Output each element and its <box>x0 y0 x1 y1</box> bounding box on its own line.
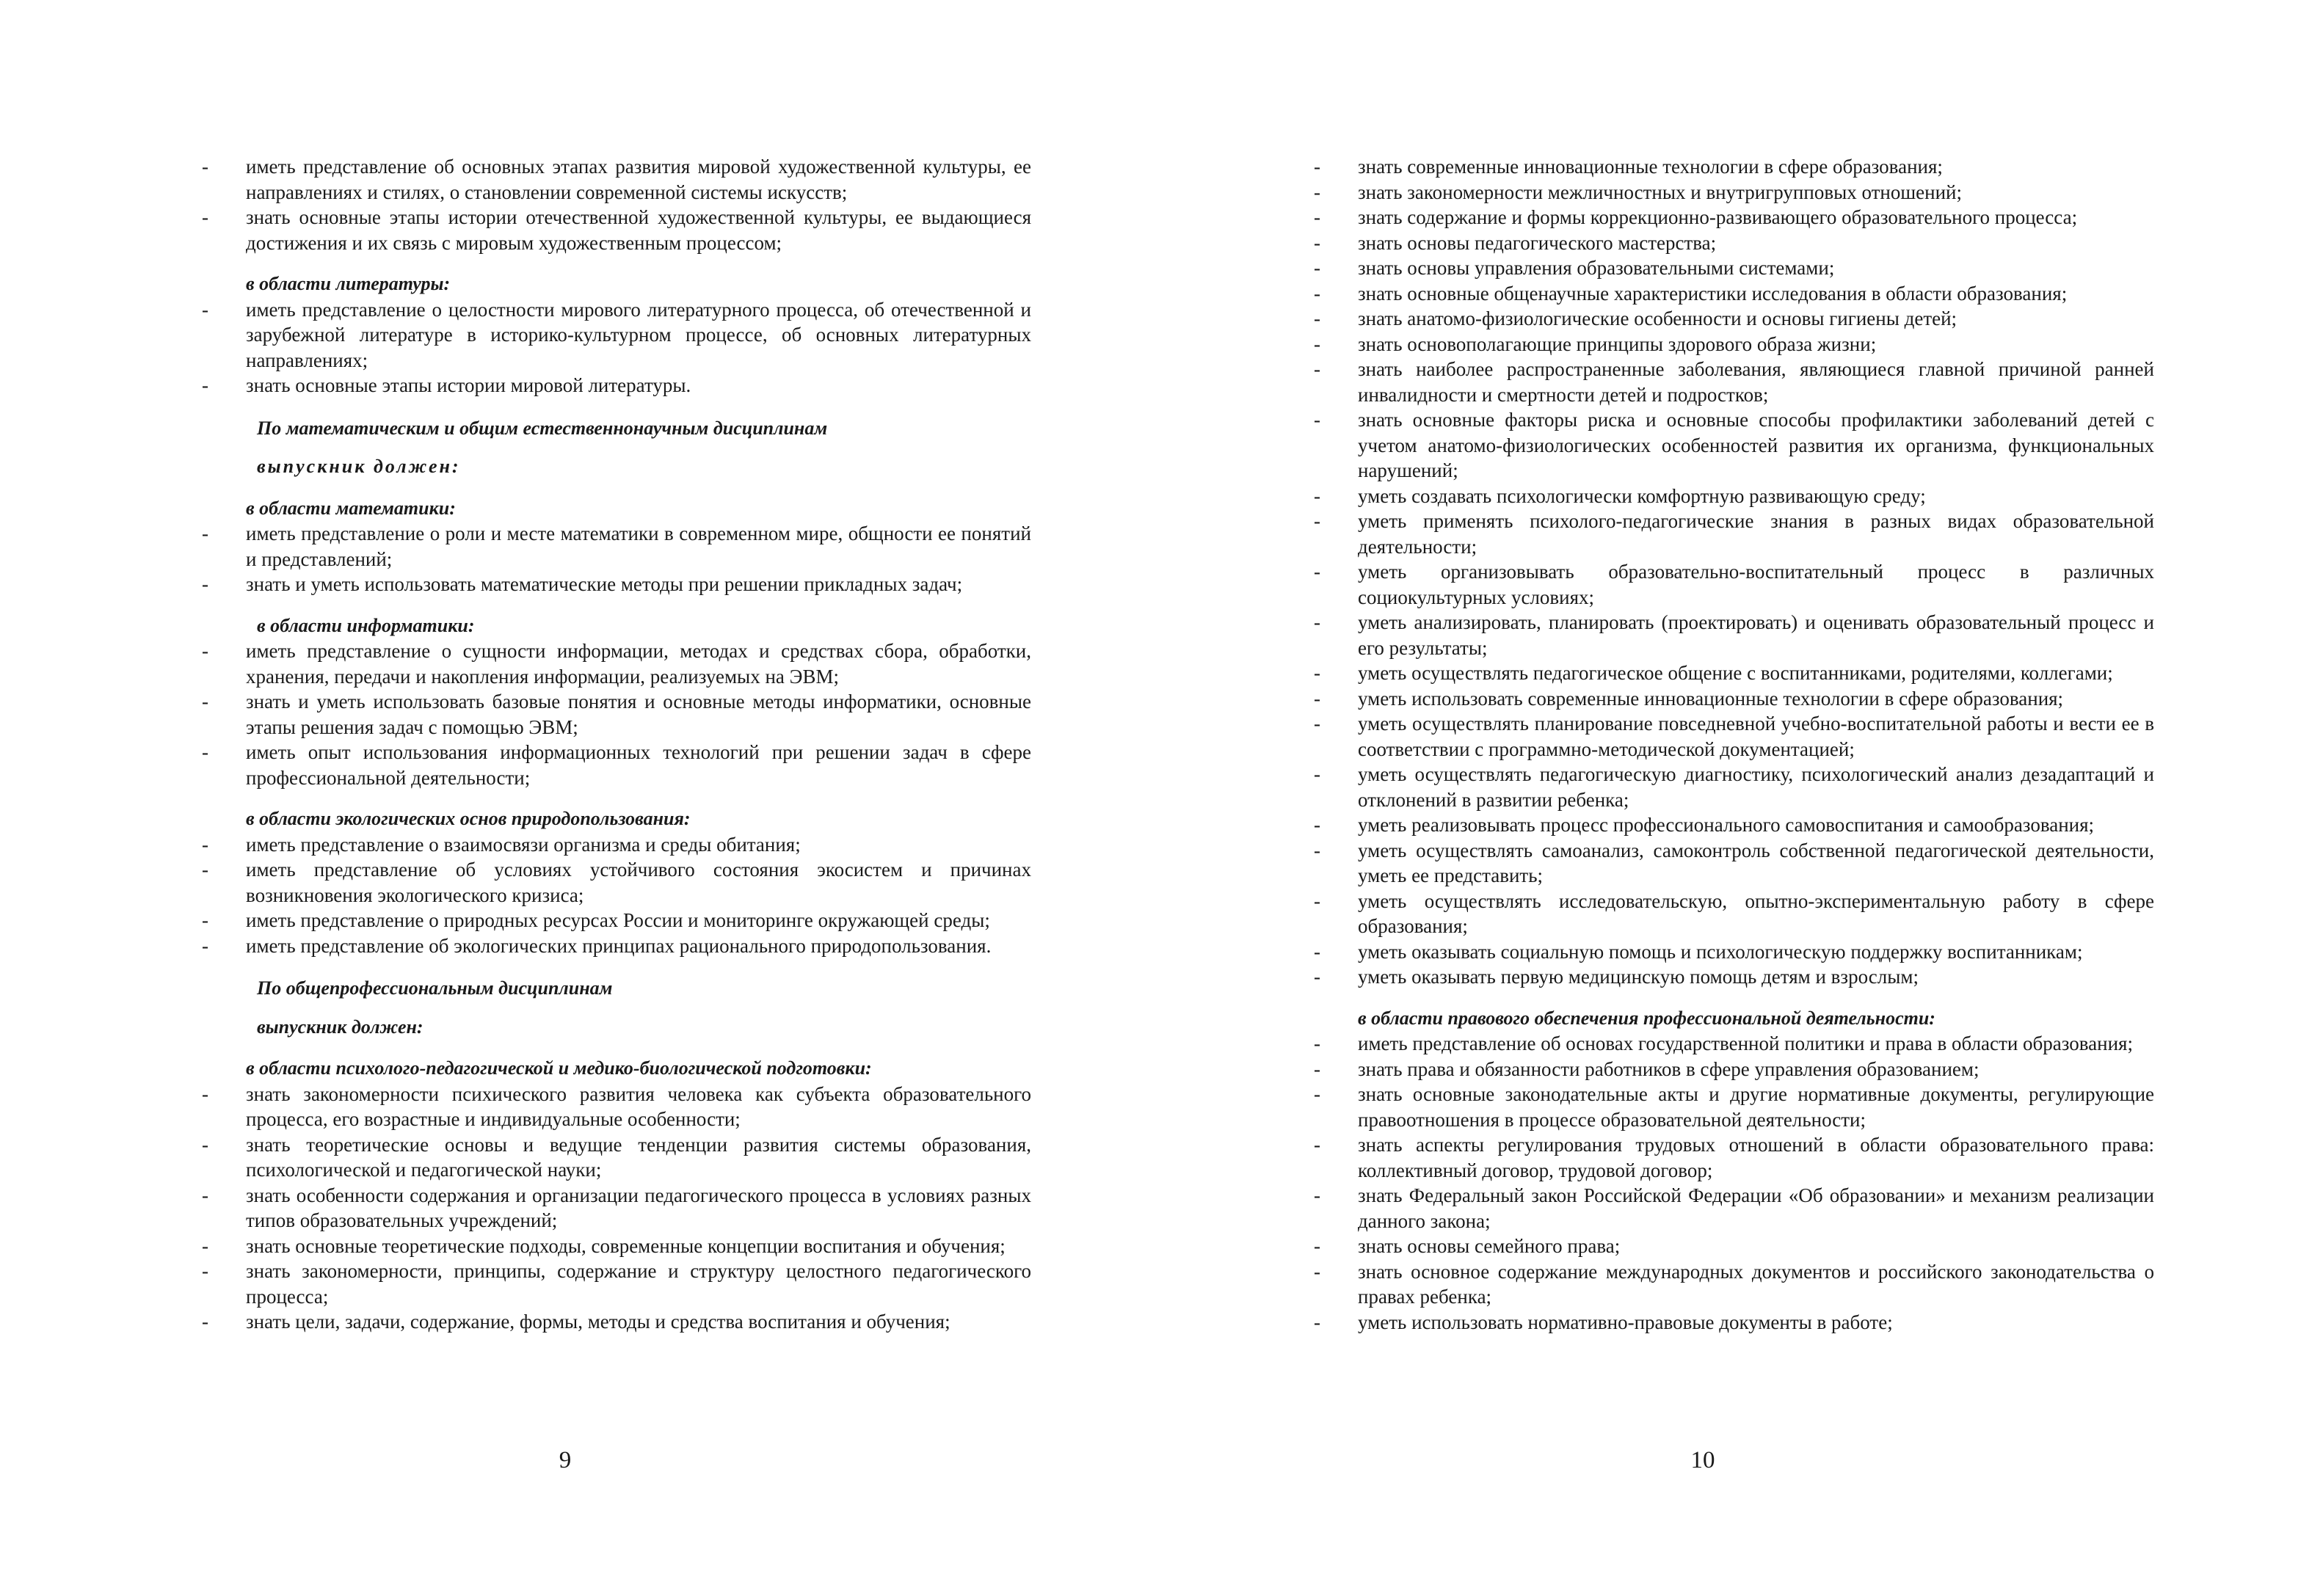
law-heading: в области правового обеспечения профессиональной деятельности: <box>1358 1007 1935 1029</box>
list-item-text: знать основы педагогического мастерства; <box>1358 231 1717 254</box>
list-item-text: знать основные законодательные акты и другие нормативные документы, регулирующие правоотношения в процессе образовательной деятельности; <box>1358 1083 2154 1131</box>
dash-bullet: - <box>1314 814 1320 836</box>
dash-bullet: - <box>1314 662 1320 684</box>
list-item <box>1314 180 2154 205</box>
list-item-text: уметь организовывать образовательно-воспитательный процесс в различных социокультурных условиях; <box>1358 561 2154 608</box>
list-item-text: знать основополагающие принципы здорового образа жизни; <box>1358 332 1877 355</box>
dash-bullet: - <box>202 833 208 856</box>
list-item-text: знать закономерности, принципы, содержание и структуру целостного педагогического процесса; <box>246 1260 1031 1308</box>
law-list <box>1314 1031 2154 1335</box>
list-item <box>202 740 1031 790</box>
list-item <box>1314 332 2154 357</box>
dash-bullet: - <box>1314 1260 1320 1283</box>
list-item-text: уметь осуществлять самоанализ, самоконтроль собственной педагогической деятельности, уметь ее представить; <box>1358 839 2154 886</box>
list-item-text: иметь представление об основных этапах развития мировой художественной культуры, ее направлениях и стилях, о становлении современной системы искусств; <box>246 156 1031 203</box>
dash-bullet: - <box>1314 206 1320 228</box>
dash-bullet: - <box>1314 332 1320 355</box>
page-number-left: 9 <box>559 1447 572 1473</box>
left-intro-list <box>202 154 1031 255</box>
list-item-text: знать и уметь использовать базовые понятия и основные методы информатики, основные этапы решения задач с помощью ЭВМ; <box>246 690 1031 738</box>
dash-bullet: - <box>1314 839 1320 861</box>
dash-bullet: - <box>1314 231 1320 254</box>
list-item <box>1314 230 2154 256</box>
list-item-text: знать основные общенаучные характеристики исследования в области образования; <box>1358 282 2068 305</box>
list-item-text: иметь опыт использования информационных технологий при решении задач в сфере профессиональной деятельности; <box>246 741 1031 789</box>
literature-heading: в области литературы: <box>246 273 451 294</box>
list-item-text: знать права и обязанности работников в сфере управления образованием; <box>1358 1057 1980 1080</box>
dash-bullet: - <box>1314 1083 1320 1105</box>
dash-bullet: - <box>1314 763 1320 785</box>
list-item <box>202 205 1031 255</box>
dash-bullet: - <box>202 206 208 228</box>
right-page <box>1314 154 2154 1335</box>
dash-bullet: - <box>1314 561 1320 583</box>
dash-bullet: - <box>202 859 208 881</box>
list-item-text: иметь представление о роли и месте математики в современном мире, общности ее понятий и представлений; <box>246 522 1031 570</box>
dash-bullet: - <box>202 522 208 544</box>
list-item <box>1314 686 2154 712</box>
dash-bullet: - <box>202 374 208 396</box>
informatics-list <box>202 638 1031 790</box>
list-item <box>1314 357 2154 407</box>
dash-bullet: - <box>202 156 208 178</box>
dash-bullet: - <box>202 1311 208 1333</box>
list-item-text: знать основные факторы риска и основные способы профилактики заболеваний детей с учетом анатомо-физиологических особенностей развития их организма, функциональных нарушений; <box>1358 409 2154 481</box>
list-item-text: знать основные этапы истории отечественной художественной культуры, ее выдающиеся достижения и их связь с мировым художественным процессом; <box>246 206 1031 254</box>
list-item <box>1314 762 2154 812</box>
dash-bullet: - <box>1314 611 1320 633</box>
dash-bullet: - <box>1314 181 1320 203</box>
dash-bullet: - <box>1314 1032 1320 1054</box>
list-item-text: уметь реализовывать процесс профессионального самовоспитания и самообразования; <box>1358 814 2095 836</box>
prof-section-title: По общепрофессиональным дисциплинам <box>257 977 613 999</box>
list-item <box>1314 1234 2154 1259</box>
ecology-list <box>202 832 1031 959</box>
list-item-text: знать основное содержание международных документов и российского законодательства о правах ребенка; <box>1358 1260 2154 1308</box>
list-item-text: уметь осуществлять планирование повседневной учебно-воспитательной работы и вести ее в соответствии с программно-методической документацией; <box>1358 713 2154 760</box>
list-item <box>202 297 1031 374</box>
dash-bullet: - <box>1314 257 1320 279</box>
list-item <box>1314 1259 2154 1310</box>
list-item-text: знать аспекты регулирования трудовых отношений в области образовательного права: коллективный договор, трудовой договор; <box>1358 1134 2154 1181</box>
list-item <box>202 1082 1031 1132</box>
list-item-text: уметь оказывать социальную помощь и психологическую поддержку воспитанникам; <box>1358 940 2083 963</box>
dash-bullet: - <box>202 1082 208 1105</box>
dash-bullet: - <box>1314 156 1320 178</box>
list-item-text: уметь анализировать, планировать (проектировать) и оценивать образовательный процесс и его результаты; <box>1358 611 2154 659</box>
dash-bullet: - <box>202 690 208 713</box>
list-item <box>202 1309 1031 1335</box>
list-item-text: уметь применять психолого-педагогические знания в разных видах образовательной деятельности; <box>1358 510 2154 558</box>
list-item-text: уметь создавать психологически комфортную развивающую среду; <box>1358 484 1926 507</box>
list-item-text: знать основные этапы истории мировой литературы. <box>246 374 691 396</box>
list-item <box>1314 484 2154 509</box>
dash-bullet: - <box>1314 1134 1320 1156</box>
page-number-right: 10 <box>1690 1447 1715 1473</box>
list-item <box>1314 306 2154 332</box>
list-item <box>1314 939 2154 965</box>
list-item-text: уметь использовать нормативно-правовые документы в работе; <box>1358 1311 1893 1333</box>
list-item-text: знать теоретические основы и ведущие тенденции развития системы образования, психологической и педагогической науки; <box>246 1133 1031 1181</box>
list-item-text: знать и уметь использовать математические методы при решении прикладных задач; <box>246 573 963 595</box>
list-item <box>202 154 1031 205</box>
math-section-title: По математическим и общим естественнонаучным дисциплинам <box>257 417 828 439</box>
dash-bullet: - <box>1314 1184 1320 1206</box>
list-item <box>1314 281 2154 307</box>
list-item-text: знать современные инновационные технологии в сфере образования; <box>1358 156 1943 178</box>
list-item-text: иметь представление о взаимосвязи организма и среды обитания; <box>246 833 801 856</box>
list-item <box>202 933 1031 959</box>
psychology-list <box>202 1082 1031 1335</box>
informatics-heading: в области информатики: <box>257 614 475 636</box>
list-item-text: знать особенности содержания и организации педагогического процесса в условиях разных типов образовательных учреждений; <box>246 1184 1031 1231</box>
list-item <box>1314 1183 2154 1234</box>
list-item-text: иметь представление об экологических принципах рационального природопользования. <box>246 934 992 957</box>
list-item-text: знать анатомо-физиологические особенности и основы гигиены детей; <box>1358 307 1957 329</box>
list-item <box>1314 205 2154 230</box>
dash-bullet: - <box>202 1234 208 1257</box>
literature-list <box>202 297 1031 398</box>
list-item <box>1314 407 2154 484</box>
list-item-text: знать Федеральный закон Российской Федерации «Об образовании» и механизм реализации данного закона; <box>1358 1184 2154 1232</box>
dash-bullet: - <box>1314 358 1320 380</box>
list-item-text: знать содержание и формы коррекционно-развивающего образовательного процесса; <box>1358 206 2078 228</box>
list-item-text: иметь представление о сущности информации, методах и средствах сбора, обработки, хранения, передачи и накопления информации, реализуемых на ЭВМ; <box>246 640 1031 688</box>
dash-bullet: - <box>1314 409 1320 431</box>
list-item <box>202 1183 1031 1234</box>
list-item-text: иметь представление о природных ресурсах России и мониторинге окружающей среды; <box>246 909 990 931</box>
list-item <box>202 1234 1031 1259</box>
list-item <box>202 1258 1031 1309</box>
list-item <box>1314 838 2154 889</box>
list-item <box>1314 1031 2154 1057</box>
list-item-text: уметь осуществлять педагогическую диагностику, психологический анализ дезадаптаций и отклонений в развитии ребенка; <box>1358 763 2154 811</box>
dash-bullet: - <box>202 573 208 595</box>
dash-bullet: - <box>1314 889 1320 912</box>
dash-bullet: - <box>202 640 208 662</box>
list-item <box>202 521 1031 572</box>
dash-bullet: - <box>1314 307 1320 329</box>
list-item-text: иметь представление об основах государственной политики и права в области образования; <box>1358 1032 2133 1054</box>
psychology-heading: в области психолого-педагогической и медико-биологической подготовки: <box>246 1057 872 1079</box>
list-item-text: знать закономерности психического развития человека как субъекта образовательного процесса, его возрастные и индивидуальные особенности; <box>246 1082 1031 1130</box>
list-item <box>1314 711 2154 762</box>
dash-bullet: - <box>202 909 208 931</box>
dash-bullet: - <box>1314 940 1320 963</box>
list-item <box>1314 964 2154 990</box>
list-item-text: иметь представление о целостности мирового литературного процесса, об отечественной и зарубежной литературе в историко-культурном процессе, об основных литературных направлениях; <box>246 298 1031 371</box>
ecology-heading: в области экологических основ природопользования: <box>246 808 691 829</box>
list-item <box>1314 889 2154 939</box>
list-item-text: знать наиболее распространенные заболевания, являющиеся главной причиной ранней инвалидности и смертности детей и подростков; <box>1358 358 2154 406</box>
list-item <box>202 1132 1031 1183</box>
list-item <box>1314 610 2154 660</box>
list-item <box>202 689 1031 740</box>
list-item <box>1314 509 2154 559</box>
dash-bullet: - <box>1314 1235 1320 1257</box>
list-item <box>202 832 1031 858</box>
list-item-text: уметь оказывать первую медицинскую помощь детям и взрослым; <box>1358 966 1919 988</box>
dash-bullet: - <box>202 298 208 321</box>
dash-bullet: - <box>1314 282 1320 305</box>
dash-bullet: - <box>1314 1311 1320 1333</box>
list-item <box>1314 154 2154 180</box>
list-item <box>202 373 1031 398</box>
list-item <box>202 638 1031 689</box>
dash-bullet: - <box>1314 510 1320 532</box>
list-item <box>1314 660 2154 686</box>
dash-bullet: - <box>202 741 208 763</box>
list-item <box>1314 1057 2154 1082</box>
dash-bullet: - <box>202 934 208 957</box>
dash-bullet: - <box>202 1184 208 1206</box>
graduate-must-heading: выпускник должен: <box>257 456 461 477</box>
list-item-text: знать основы управления образовательными системами; <box>1358 257 1835 279</box>
dash-bullet: - <box>1314 1057 1320 1080</box>
dash-bullet: - <box>1314 713 1320 735</box>
list-item-text: иметь представление об условиях устойчивого состояния экосистем и причинах возникновения экологического кризиса; <box>246 859 1031 906</box>
list-item <box>1314 1132 2154 1183</box>
list-item <box>1314 1082 2154 1132</box>
dash-bullet: - <box>202 1133 208 1156</box>
dash-bullet: - <box>1314 484 1320 507</box>
list-item <box>1314 1310 2154 1336</box>
list-item-text: знать основы семейного права; <box>1358 1235 1621 1257</box>
list-item <box>1314 559 2154 610</box>
math-heading: в области математики: <box>246 497 456 519</box>
dash-bullet: - <box>1314 966 1320 988</box>
list-item <box>202 857 1031 908</box>
dash-bullet: - <box>202 1260 208 1282</box>
list-item-text: знать закономерности межличностных и внутригрупповых отношений; <box>1358 181 1962 203</box>
list-item <box>1314 255 2154 281</box>
list-item <box>1314 812 2154 838</box>
left-page <box>202 154 1031 1335</box>
graduate-must-heading-2: выпускник должен: <box>257 1016 423 1038</box>
list-item-text: уметь использовать современные инновационные технологии в сфере образования; <box>1358 687 2064 710</box>
dash-bullet: - <box>1314 687 1320 710</box>
list-item-text: уметь осуществлять педагогическое общение с воспитанниками, родителями, коллегами; <box>1358 662 2113 684</box>
right-competency-list <box>1314 154 2154 990</box>
list-item <box>202 908 1031 933</box>
list-item-text: уметь осуществлять исследовательскую, опытно-экспериментальную работу в сфере образования; <box>1358 889 2154 937</box>
list-item <box>202 572 1031 597</box>
list-item-text: знать основные теоретические подходы, современные концепции воспитания и обучения; <box>246 1234 1006 1257</box>
math-list <box>202 521 1031 597</box>
list-item-text: знать цели, задачи, содержание, формы, методы и средства воспитания и обучения; <box>246 1311 950 1333</box>
